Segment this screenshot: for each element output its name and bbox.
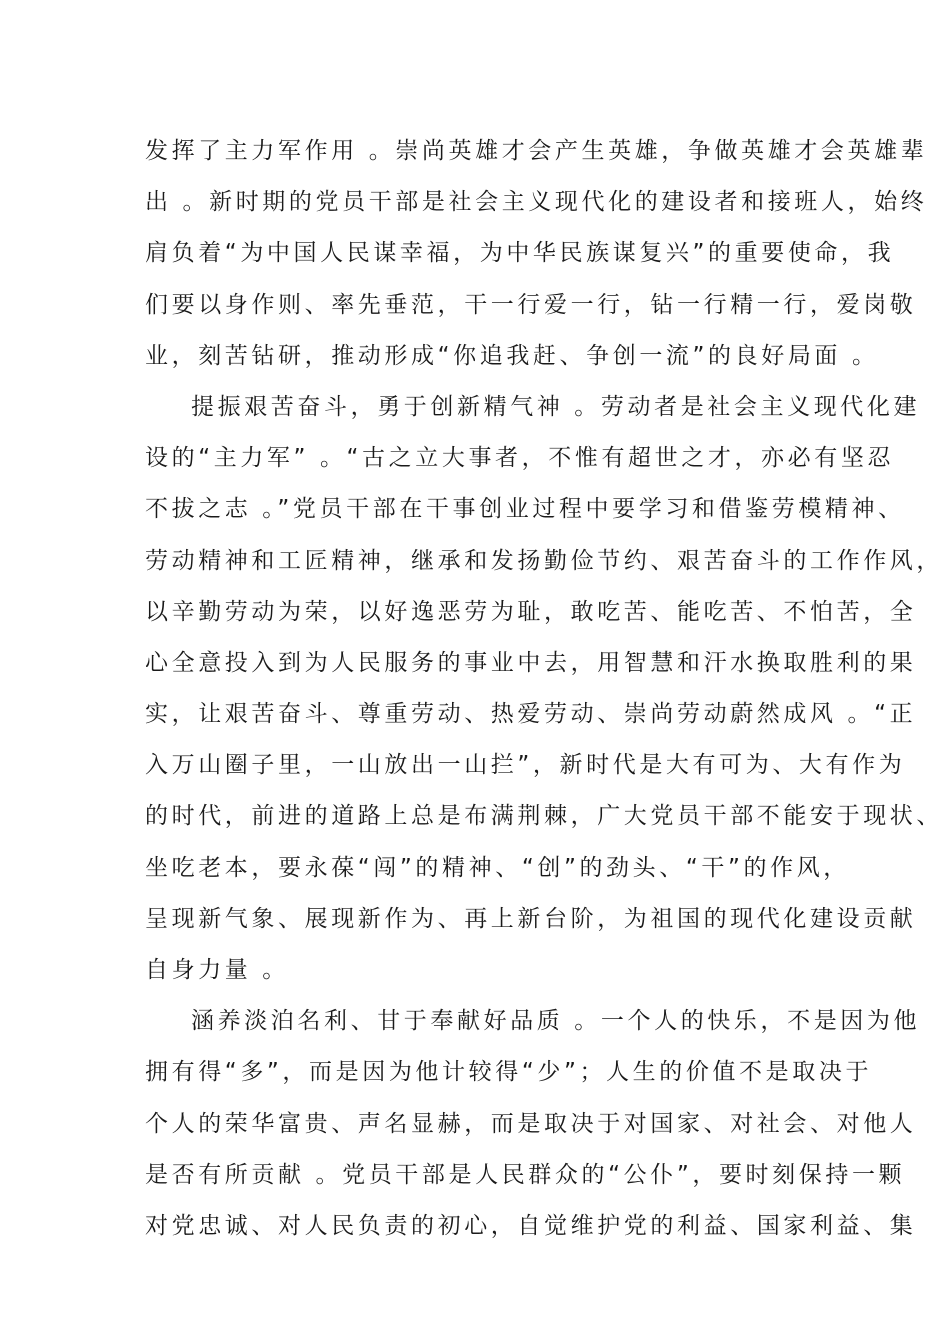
paragraph-start-line: 涵养淡泊名利、甘于奉献好品质 。一个人的快乐，不是因为他 — [191, 1008, 921, 1035]
text-line: 发挥了主力军作用 。崇尚英雄才会产生英雄，争做英雄才会英雄辈 — [145, 138, 928, 164]
text-line: 入万山圈子里，一山放出一山拦”，新时代是大有可为、大有作为 — [145, 752, 906, 779]
text-line: 拥有得“多”，而是因为他计较得“少”；人生的价值不是取决于 — [145, 1059, 873, 1086]
text-line: 坐吃老本，要永葆“闯”的精神、“创”的劲头、“干”的作风， — [145, 854, 850, 881]
text-line: 出 。新时期的党员干部是社会主义现代化的建设者和接班人，始终 — [145, 189, 928, 216]
text-line: 心全意投入到为人民服务的事业中去，用智慧和汗水换取胜利的果 — [145, 649, 917, 676]
text-line: 业，刻苦钻研，推动形成“你追我赶、争创一流”的良好局面 。 — [145, 342, 879, 369]
text-line: 自身力量 。 — [145, 957, 289, 983]
text-line: 设的“主力军” 。“古之立大事者，不惟有超世之才，亦必有坚忍 — [145, 445, 895, 472]
text-line: 劳动精神和工匠精神，继承和发扬勤俭节约、艰苦奋斗的工作作风， — [145, 547, 943, 574]
text-line: 实，让艰苦奋斗、尊重劳动、热爱劳动、崇尚劳动蔚然成风 。“正 — [145, 701, 917, 728]
text-line: 是否有所贡献 。党员干部是人民群众的“公仆”，要时刻保持一颗 — [145, 1161, 906, 1188]
text-line: 呈现新气象、展现新作为、再上新台阶，为祖国的现代化建设贡献 — [145, 905, 917, 932]
text-line: 个人的荣华富贵、声名显赫，而是取决于对国家、对社会、对他人 — [145, 1110, 917, 1137]
paragraph-start-line: 提振艰苦奋斗，勇于创新精气神 。劳动者是社会主义现代化建 — [191, 393, 921, 420]
body-text — [145, 126, 943, 1252]
text-line: 的时代，前进的道路上总是布满荆棘，广大党员干部不能安于现状、 — [145, 803, 943, 830]
text-line: 不拔之志 。”党员干部在干事创业过程中要学习和借鉴劳模精神、 — [145, 496, 905, 523]
text-line: 对党忠诚、对人民负责的初心，自觉维护党的利益、国家利益、集 — [145, 1212, 917, 1239]
text-line: 以辛勤劳动为荣，以好逸恶劳为耻，敢吃苦、能吃苦、不怕苦，全 — [145, 598, 917, 625]
text-line: 肩负着“为中国人民谋幸福，为中华民族谋复兴”的重要使命，我 — [145, 240, 895, 267]
text-line: 们要以身作则、率先垂范，干一行爱一行，钻一行精一行，爱岗敬 — [145, 291, 917, 318]
